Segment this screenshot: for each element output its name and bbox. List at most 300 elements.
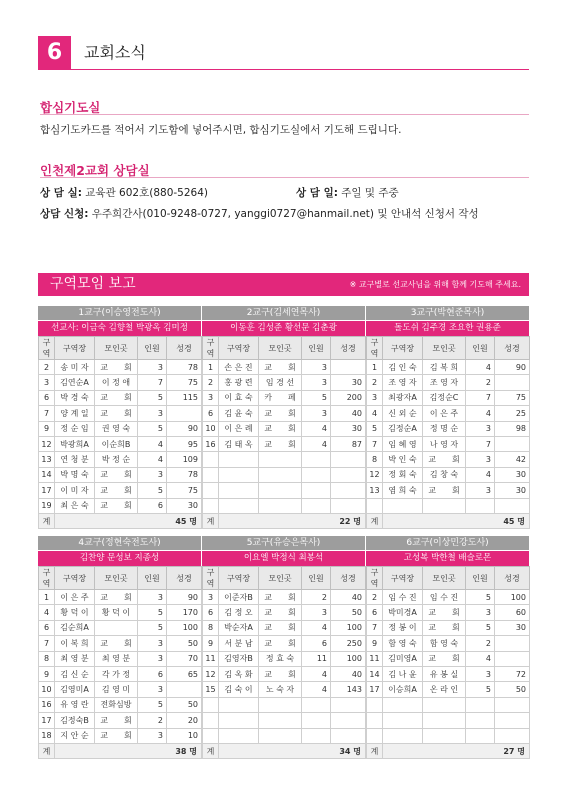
counsel-room-label: 상 담 실: xyxy=(40,187,82,199)
table-row xyxy=(367,360,530,375)
total-label: 계 xyxy=(203,513,219,528)
table-cell: 200 xyxy=(331,390,366,405)
table-row xyxy=(203,605,366,620)
table-cell xyxy=(331,360,366,375)
group-report-table xyxy=(202,566,366,759)
table-cell: 노 숙 자 xyxy=(259,682,302,697)
table-cell xyxy=(466,697,495,712)
table-cell: 3 xyxy=(138,728,167,743)
table-cell: 11 xyxy=(367,651,383,666)
table-row xyxy=(203,375,366,390)
total-row xyxy=(39,513,202,528)
table-cell: 1 xyxy=(39,590,55,605)
table-cell: 4 xyxy=(302,620,331,635)
column-header: 인원 xyxy=(138,337,167,360)
table-cell: 6 xyxy=(39,620,55,635)
table-cell xyxy=(495,697,530,712)
group-report-table xyxy=(38,336,202,529)
table-cell: 16 xyxy=(203,436,219,451)
column-header: 구역 xyxy=(203,567,219,590)
group-title: 5교구(유승은목사) xyxy=(202,536,365,551)
table-cell: 카 페 xyxy=(259,390,302,405)
table-cell: 4 xyxy=(302,666,331,681)
table-cell: 교 회 xyxy=(259,620,302,635)
table-cell xyxy=(495,636,530,651)
table-cell: 1 xyxy=(203,360,219,375)
table-row xyxy=(39,620,202,635)
table-cell xyxy=(219,498,259,513)
table-row xyxy=(39,483,202,498)
table-row xyxy=(203,682,366,697)
counsel-apply-value: 우주희간사(010-9248-0727, yanggi0727@hanmail.net) 및 안내석 신청서 작성 xyxy=(88,208,479,220)
table-cell: 김 옥 화 xyxy=(219,666,259,681)
column-header: 인원 xyxy=(138,567,167,590)
prayer-room-text: 합심기도카드를 적어서 기도함에 넣어주시면, 합심기도실에서 기도해 드립니다. xyxy=(40,124,402,136)
column-header: 모인곳 xyxy=(259,567,302,590)
column-header: 구역장 xyxy=(55,567,95,590)
table-cell: 2 xyxy=(367,590,383,605)
table-cell: 4 xyxy=(302,682,331,697)
table-cell: 4 xyxy=(466,651,495,666)
table-header-row xyxy=(39,337,202,360)
counsel-room-title: 인천제2교회 상담실 xyxy=(40,163,150,178)
table-cell: 2 xyxy=(203,375,219,390)
table-header-row xyxy=(367,337,530,360)
total-value: 38 명 xyxy=(55,743,202,758)
table-cell xyxy=(383,728,423,743)
table-row xyxy=(367,467,530,482)
column-header: 구역장 xyxy=(55,337,95,360)
table-cell: 조 영 자 xyxy=(423,375,466,390)
table-cell: 김정숙B xyxy=(55,713,95,728)
table-cell: 7 xyxy=(39,406,55,421)
column-header: 구역장 xyxy=(383,567,423,590)
table-cell: 임 경 선 xyxy=(259,375,302,390)
table-cell: 13 xyxy=(367,483,383,498)
table-row xyxy=(39,467,202,482)
table-cell: 72 xyxy=(495,666,530,681)
table-cell: 87 xyxy=(331,436,366,451)
table-cell: 4 xyxy=(138,436,167,451)
table-cell: 교 회 xyxy=(259,666,302,681)
table-cell xyxy=(203,498,219,513)
total-row xyxy=(367,513,530,528)
total-label: 계 xyxy=(203,743,219,758)
column-header: 모인곳 xyxy=(259,337,302,360)
table-header-row xyxy=(203,337,366,360)
table-row xyxy=(39,452,202,467)
table-row xyxy=(39,713,202,728)
total-row xyxy=(203,743,366,758)
table-cell: 30 xyxy=(495,467,530,482)
group-table-4 xyxy=(38,536,201,759)
table-cell: 최 영 분 xyxy=(95,651,138,666)
table-cell xyxy=(219,452,259,467)
table-cell: 2 xyxy=(367,375,383,390)
column-header: 구역 xyxy=(367,337,383,360)
table-cell: 8 xyxy=(203,620,219,635)
table-cell: 김 나 윤 xyxy=(383,666,423,681)
table-cell: 김 정 오 xyxy=(219,605,259,620)
table-cell: 3 xyxy=(203,590,219,605)
table-cell: 3 xyxy=(138,360,167,375)
table-cell: 19 xyxy=(39,498,55,513)
table-cell xyxy=(203,452,219,467)
table-cell xyxy=(466,713,495,728)
total-row xyxy=(39,743,202,758)
table-row xyxy=(367,651,530,666)
table-row xyxy=(203,728,366,743)
table-cell: 10 xyxy=(39,682,55,697)
table-cell: 교 회 xyxy=(423,620,466,635)
table-cell: 교 회 xyxy=(259,605,302,620)
table-cell xyxy=(219,467,259,482)
total-row xyxy=(367,743,530,758)
table-cell: 황 덕 이 xyxy=(95,605,138,620)
group-missionaries: 고성복 박한철 배슬로몬 xyxy=(366,551,529,566)
table-row xyxy=(367,590,530,605)
table-cell: 98 xyxy=(495,421,530,436)
column-header: 성경 xyxy=(331,567,366,590)
table-cell xyxy=(259,498,302,513)
table-cell: 15 xyxy=(203,682,219,697)
table-cell: 5 xyxy=(138,390,167,405)
table-cell: 함 영 숙 xyxy=(423,636,466,651)
table-cell: 정 순 임 xyxy=(55,421,95,436)
table-cell: 18 xyxy=(39,728,55,743)
table-cell: 교 회 xyxy=(95,390,138,405)
table-cell xyxy=(331,483,366,498)
table-cell xyxy=(367,697,383,712)
table-cell xyxy=(167,682,202,697)
prayer-room-title: 합심기도실 xyxy=(40,100,101,115)
table-row xyxy=(203,436,366,451)
table-cell: 5 xyxy=(138,605,167,620)
table-cell: 8 xyxy=(39,651,55,666)
table-cell: 교 회 xyxy=(95,467,138,482)
counsel-apply-label: 상담 신청: xyxy=(40,208,89,220)
column-header: 구역 xyxy=(39,337,55,360)
table-cell xyxy=(331,498,366,513)
table-cell xyxy=(331,697,366,712)
table-cell xyxy=(331,728,366,743)
table-cell xyxy=(423,697,466,712)
table-cell: 교 회 xyxy=(95,590,138,605)
table-row xyxy=(203,636,366,651)
table-cell xyxy=(495,436,530,451)
total-row xyxy=(203,513,366,528)
table-cell: 박광희A xyxy=(55,436,95,451)
table-row xyxy=(39,590,202,605)
table-cell: 7 xyxy=(367,620,383,635)
counsel-day-value: 주일 및 주중 xyxy=(337,187,399,199)
table-cell: 3 xyxy=(466,452,495,467)
table-cell: 50 xyxy=(331,605,366,620)
table-cell: 65 xyxy=(167,666,202,681)
table-cell: 5 xyxy=(466,682,495,697)
table-cell: 3 xyxy=(138,682,167,697)
table-cell: 12 xyxy=(39,436,55,451)
table-cell: 지 안 순 xyxy=(55,728,95,743)
table-cell: 교 회 xyxy=(259,636,302,651)
table-cell xyxy=(302,728,331,743)
table-cell: 20 xyxy=(167,713,202,728)
table-cell: 90 xyxy=(495,360,530,375)
page-header xyxy=(38,36,529,70)
table-cell: 6 xyxy=(367,605,383,620)
table-cell xyxy=(302,713,331,728)
table-cell xyxy=(259,452,302,467)
table-cell: 17 xyxy=(39,713,55,728)
counsel-apply xyxy=(40,206,479,221)
table-cell: 전화심방 xyxy=(95,697,138,712)
table-cell: 5 xyxy=(138,620,167,635)
table-cell xyxy=(383,697,423,712)
column-header: 구역장 xyxy=(219,567,259,590)
table-cell xyxy=(302,483,331,498)
table-cell: 25 xyxy=(495,406,530,421)
table-cell: 4 xyxy=(302,421,331,436)
table-cell: 2 xyxy=(466,375,495,390)
group-table-3 xyxy=(366,306,529,529)
total-value: 45 명 xyxy=(55,513,202,528)
table-cell: 250 xyxy=(331,636,366,651)
table-cell: 박순자A xyxy=(219,620,259,635)
table-cell: 교 회 xyxy=(423,651,466,666)
total-label: 계 xyxy=(367,743,383,758)
table-cell xyxy=(423,728,466,743)
table-row xyxy=(203,406,366,421)
column-header: 구역 xyxy=(367,567,383,590)
table-cell: 3 xyxy=(203,390,219,405)
column-header: 인원 xyxy=(466,567,495,590)
table-cell: 이순희B xyxy=(95,436,138,451)
table-cell: 3 xyxy=(367,390,383,405)
table-cell: 11 xyxy=(203,651,219,666)
table-row xyxy=(367,390,530,405)
table-cell: 교 회 xyxy=(259,360,302,375)
table-cell: 143 xyxy=(331,682,366,697)
table-cell xyxy=(495,713,530,728)
table-cell: 이승희A xyxy=(383,682,423,697)
table-cell: 유 봉 실 xyxy=(423,666,466,681)
table-cell xyxy=(423,498,466,513)
table-cell: 3 xyxy=(138,590,167,605)
table-row xyxy=(367,620,530,635)
table-cell: 교 회 xyxy=(259,406,302,421)
table-cell: 12 xyxy=(367,467,383,482)
table-cell: 정 효 숙 xyxy=(259,651,302,666)
group-report-table xyxy=(202,336,366,529)
table-cell: 3 xyxy=(466,666,495,681)
table-cell: 함 영 숙 xyxy=(383,636,423,651)
table-cell: 4 xyxy=(367,406,383,421)
column-header: 인원 xyxy=(466,337,495,360)
table-cell: 3 xyxy=(302,375,331,390)
table-cell xyxy=(331,467,366,482)
table-cell xyxy=(367,728,383,743)
column-header: 구역 xyxy=(203,337,219,360)
table-cell xyxy=(495,375,530,390)
table-cell xyxy=(219,697,259,712)
table-cell: 95 xyxy=(167,436,202,451)
group-report-table xyxy=(38,566,202,759)
table-cell: 3 xyxy=(138,406,167,421)
table-cell: 5 xyxy=(302,390,331,405)
table-cell: 5 xyxy=(367,421,383,436)
table-cell: 3 xyxy=(302,605,331,620)
table-cell: 30 xyxy=(167,498,202,513)
table-cell: 교 회 xyxy=(423,605,466,620)
table-cell: 75 xyxy=(167,483,202,498)
table-row xyxy=(367,666,530,681)
table-row xyxy=(367,697,530,712)
table-cell: 임 혜 영 xyxy=(383,436,423,451)
table-cell xyxy=(302,498,331,513)
table-cell: 박미경A xyxy=(383,605,423,620)
table-cell: 6 xyxy=(39,390,55,405)
column-header: 구역장 xyxy=(219,337,259,360)
table-cell: 교 회 xyxy=(95,728,138,743)
table-row xyxy=(367,713,530,728)
table-cell: 이 미 자 xyxy=(55,483,95,498)
table-cell: 50 xyxy=(167,636,202,651)
table-cell: 홍 광 련 xyxy=(219,375,259,390)
table-row xyxy=(367,483,530,498)
group-missionaries: 이요엘 박정식 최봉석 xyxy=(202,551,365,566)
table-row xyxy=(39,728,202,743)
table-cell: 김영미A xyxy=(55,682,95,697)
table-cell: 100 xyxy=(331,651,366,666)
table-cell: 김 인 숙 xyxy=(383,360,423,375)
total-label: 계 xyxy=(39,743,55,758)
table-cell: 박 정 순 xyxy=(95,452,138,467)
table-cell xyxy=(383,713,423,728)
table-row xyxy=(203,620,366,635)
table-cell: 4 xyxy=(302,436,331,451)
table-cell xyxy=(203,467,219,482)
table-row xyxy=(39,436,202,451)
group-title: 2교구(김세연목사) xyxy=(202,306,365,321)
table-cell: 교 회 xyxy=(423,452,466,467)
table-cell: 연 청 분 xyxy=(55,452,95,467)
table-cell: 김 신 순 xyxy=(55,666,95,681)
table-row xyxy=(39,636,202,651)
table-cell: 109 xyxy=(167,452,202,467)
table-cell: 3 xyxy=(466,421,495,436)
table-row xyxy=(39,605,202,620)
table-cell: 2 xyxy=(466,636,495,651)
table-cell: 78 xyxy=(167,467,202,482)
table-cell: 나 영 자 xyxy=(423,436,466,451)
table-cell: 100 xyxy=(167,620,202,635)
total-value: 22 명 xyxy=(219,513,366,528)
table-cell: 9 xyxy=(203,636,219,651)
table-cell: 13 xyxy=(39,452,55,467)
table-cell: 황 덕 이 xyxy=(55,605,95,620)
table-cell: 교 회 xyxy=(95,483,138,498)
table-cell: 90 xyxy=(167,590,202,605)
table-header-row xyxy=(39,567,202,590)
prayer-room-divider xyxy=(40,114,529,115)
table-cell: 2 xyxy=(302,590,331,605)
table-cell: 이 정 애 xyxy=(95,375,138,390)
table-cell: 6 xyxy=(203,406,219,421)
table-row xyxy=(39,421,202,436)
table-cell: 4 xyxy=(466,467,495,482)
table-cell: 조 영 자 xyxy=(383,375,423,390)
table-cell xyxy=(466,728,495,743)
table-cell: 김정순C xyxy=(423,390,466,405)
table-row xyxy=(203,590,366,605)
table-cell: 1 xyxy=(367,360,383,375)
table-row xyxy=(367,375,530,390)
table-row xyxy=(367,406,530,421)
table-cell: 김순희A xyxy=(55,620,95,635)
table-cell xyxy=(302,467,331,482)
table-cell: 교 회 xyxy=(259,590,302,605)
table-cell: 2 xyxy=(39,360,55,375)
table-row xyxy=(203,651,366,666)
table-cell: 5 xyxy=(138,697,167,712)
table-cell: 교 회 xyxy=(259,421,302,436)
table-header-row xyxy=(203,567,366,590)
group-title: 3교구(박현준목사) xyxy=(366,306,529,321)
table-cell: 정 봉 이 xyxy=(383,620,423,635)
table-cell: 정 회 숙 xyxy=(383,467,423,482)
table-cell: 9 xyxy=(39,421,55,436)
table-cell: 온 라 인 xyxy=(423,682,466,697)
report-note: ※ 교구별로 선교사님을 위해 함께 기도해 주세요. xyxy=(349,280,521,289)
table-cell: 10 xyxy=(203,421,219,436)
table-cell: 6 xyxy=(138,498,167,513)
table-cell: 양 계 일 xyxy=(55,406,95,421)
table-row xyxy=(203,467,366,482)
table-cell: 30 xyxy=(495,483,530,498)
table-cell: 30 xyxy=(331,421,366,436)
table-cell: 14 xyxy=(367,666,383,681)
table-row xyxy=(203,452,366,467)
table-cell: 11 xyxy=(302,651,331,666)
table-row xyxy=(203,360,366,375)
table-cell: 김 태 옥 xyxy=(219,436,259,451)
table-cell: 손 은 진 xyxy=(219,360,259,375)
table-cell: 이 효 숙 xyxy=(219,390,259,405)
column-header: 성경 xyxy=(331,337,366,360)
table-row xyxy=(39,682,202,697)
table-row xyxy=(39,697,202,712)
table-cell: 12 xyxy=(203,666,219,681)
table-row xyxy=(39,390,202,405)
counsel-day xyxy=(296,185,399,200)
table-cell xyxy=(367,713,383,728)
table-cell xyxy=(302,452,331,467)
table-cell: 교 회 xyxy=(95,498,138,513)
table-cell: 6 xyxy=(203,605,219,620)
report-title: 구역모임 보고 xyxy=(50,276,136,292)
total-value: 27 명 xyxy=(383,743,530,758)
table-cell: 5 xyxy=(466,620,495,635)
column-header: 성경 xyxy=(167,337,202,360)
table-cell xyxy=(203,483,219,498)
table-row xyxy=(367,682,530,697)
table-cell: 교 회 xyxy=(423,483,466,498)
table-cell xyxy=(203,713,219,728)
table-cell: 권 영 숙 xyxy=(95,421,138,436)
table-cell: 3 xyxy=(302,360,331,375)
table-cell xyxy=(495,651,530,666)
table-cell: 4 xyxy=(466,360,495,375)
